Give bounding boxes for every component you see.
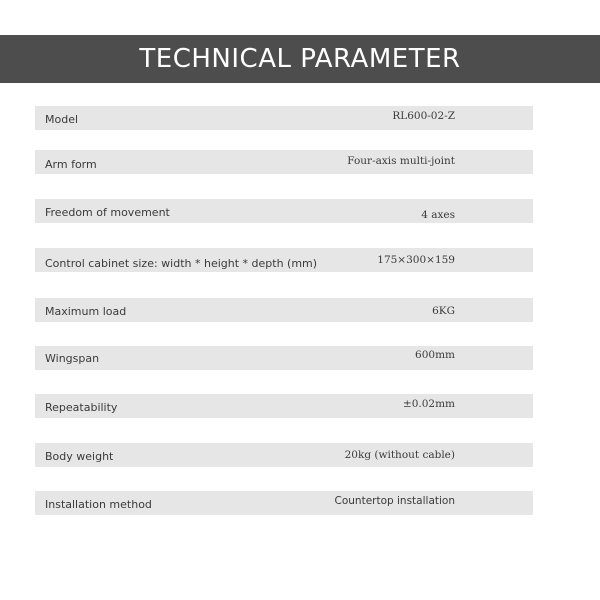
spec-row-freedom-of-movement: [35, 199, 533, 223]
spec-value: Four-axis multi-joint: [347, 155, 455, 167]
spec-label: Installation method: [45, 498, 152, 511]
spec-label: Freedom of movement: [45, 206, 170, 219]
spec-row-model: [35, 106, 533, 130]
spec-row-wingspan: [35, 346, 533, 370]
spec-row-body-weight: [35, 443, 533, 467]
spec-value: 4 axes: [421, 209, 455, 221]
spec-label: Control cabinet size: width * height * depth (mm): [45, 257, 318, 270]
spec-label: Model: [45, 113, 79, 126]
spec-value: ±0.02mm: [402, 398, 455, 410]
spec-value: RL600-02-Z: [392, 110, 455, 122]
spec-value: 175×300×159: [377, 254, 455, 266]
spec-label: Maximum load: [45, 305, 127, 318]
spec-row-installation-method: [35, 491, 533, 515]
spec-value: 600mm: [415, 349, 455, 361]
spec-label: Body weight: [45, 450, 114, 463]
spec-label: Wingspan: [45, 352, 100, 365]
spec-row-control-cabinet-size: [35, 248, 533, 272]
spec-row-repeatability: [35, 394, 533, 418]
spec-value: 6KG: [432, 305, 455, 317]
spec-value: Countertop installation: [334, 495, 455, 507]
spec-row-maximum-load: [35, 298, 533, 322]
spec-label: Repeatability: [45, 401, 118, 414]
spec-value: 20kg (without cable): [344, 449, 455, 461]
header-bar: [0, 35, 600, 83]
spec-row-arm-form: [35, 150, 533, 174]
page-title: TECHNICAL PARAMETER: [139, 44, 461, 74]
spec-label: Arm form: [45, 158, 97, 171]
